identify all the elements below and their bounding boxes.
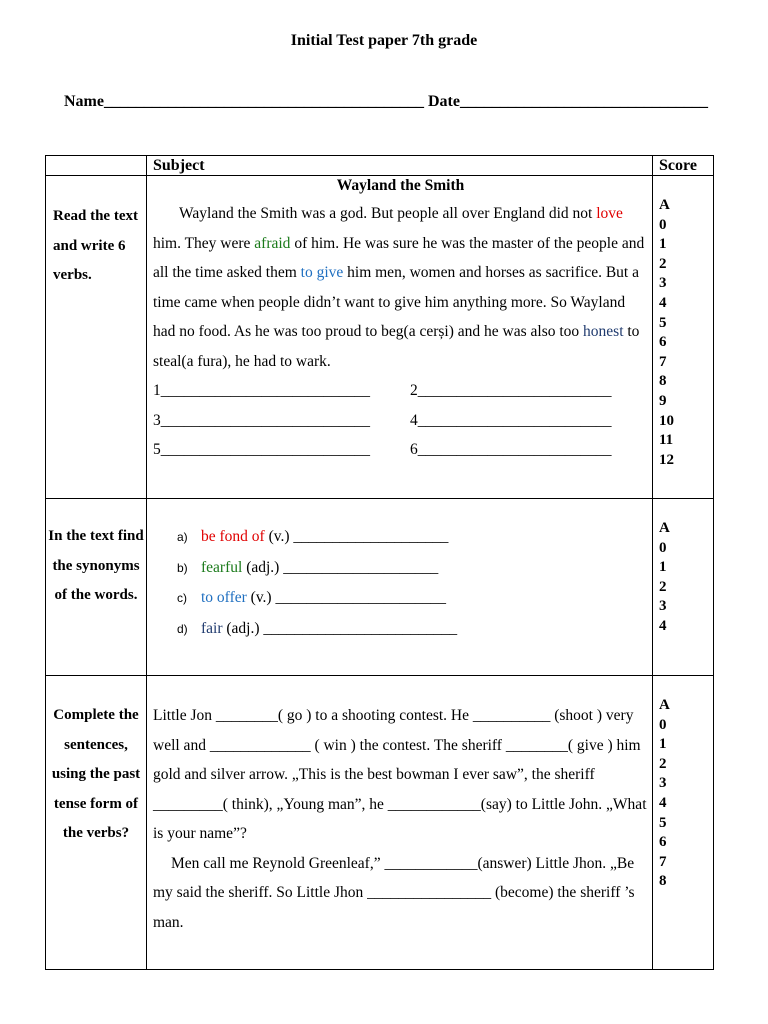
synonym-word: fair bbox=[201, 619, 223, 637]
score-value: 1 bbox=[659, 236, 667, 253]
score-value: 6 bbox=[659, 334, 667, 351]
paragraph-1: Little Jon ________( go ) to a shooting contest. He __________ (shoot ) very well and _____________ ( win ) the contest. The sheriff ________( give ) him gold and silver arrow. „This is the best bowman I ever saw”, the sheriff _________( think), „Young man”, he ____________(say) to Little John. „What is your name”? bbox=[153, 707, 647, 842]
synonym-item bbox=[177, 614, 648, 645]
synonym-word: to offer bbox=[201, 589, 247, 606]
score-value: 1 bbox=[659, 736, 667, 753]
score-value: 3 bbox=[659, 775, 667, 792]
score-value: 4 bbox=[659, 294, 667, 311]
score-value: 3 bbox=[659, 598, 667, 615]
synonym-list bbox=[153, 522, 648, 644]
item-letter: a) bbox=[177, 530, 188, 544]
highlighted-word: to give bbox=[300, 264, 344, 281]
score-value: 10 bbox=[659, 412, 674, 429]
score-value: A bbox=[659, 520, 670, 536]
item-letter: c) bbox=[177, 591, 187, 605]
synonym-word: fearful bbox=[201, 558, 243, 576]
score-value: 3 bbox=[659, 275, 667, 292]
score-value: 12 bbox=[659, 451, 674, 468]
section-3-score bbox=[653, 676, 714, 970]
verb-blank-3[interactable]: 3___________________________ bbox=[153, 411, 370, 429]
passage-segment: of him. He was sure he was the master of the people and all the time asked them bbox=[153, 234, 645, 281]
verb-blank-1[interactable]: 1___________________________ bbox=[153, 382, 370, 399]
paragraph-2-text: Men call me Reynold Greenleaf,” ____________(answer) Little Jhon. „Be my said the sheriff. So Little Jhon ________________ (become) the sheriff ’s man. bbox=[153, 854, 635, 931]
synonym-word: be fond of bbox=[201, 528, 265, 545]
subject-header: Subject bbox=[147, 156, 653, 176]
score-value: 9 bbox=[659, 392, 667, 409]
synonym-blank[interactable]: (adj.) _________________________ bbox=[222, 619, 458, 637]
score-header: Score bbox=[653, 156, 714, 176]
highlighted-word: honest bbox=[583, 323, 624, 340]
score-value: A bbox=[659, 697, 670, 713]
paragraph-2 bbox=[153, 849, 648, 938]
score-value: 7 bbox=[659, 353, 667, 370]
score-value: 2 bbox=[659, 255, 667, 272]
header-row bbox=[46, 156, 714, 176]
highlighted-word: love bbox=[596, 205, 623, 222]
score-value: 8 bbox=[659, 373, 667, 390]
section-3-content bbox=[147, 676, 653, 970]
highlighted-word: afraid bbox=[254, 234, 291, 252]
synonym-blank[interactable]: (adj.) ____________________ bbox=[242, 558, 439, 576]
verb-blank-4[interactable]: 4_________________________ bbox=[410, 411, 612, 429]
score-value: 11 bbox=[659, 432, 674, 449]
passage-segment: him men, women and horses as sacrifice. But a time came when people didn’t want to give him anything more. So Wayland had no food. As he was too proud to beg(a cerși) and he was also too bbox=[153, 264, 639, 340]
section-2-instruction: In the text find the synonyms of the words. bbox=[46, 499, 147, 676]
section-2-content bbox=[147, 499, 653, 676]
page-title: Initial Test paper 7th grade bbox=[290, 32, 478, 49]
item-letter: d) bbox=[177, 621, 188, 636]
header-empty-cell bbox=[46, 156, 147, 176]
score-value: 6 bbox=[659, 834, 667, 851]
score-value: 5 bbox=[659, 314, 667, 331]
synonym-blank[interactable]: (v.) ____________________ bbox=[264, 528, 449, 545]
verb-blank-6[interactable]: 6_________________________ bbox=[410, 441, 612, 458]
score-value: 0 bbox=[659, 716, 667, 733]
synonym-item bbox=[177, 553, 648, 584]
passage-text bbox=[153, 199, 648, 376]
section-2-score bbox=[653, 499, 714, 676]
score-value: 0 bbox=[659, 539, 667, 556]
passage-segment: to steal(a fura), he had to wark. bbox=[153, 323, 640, 370]
name-date-line: Name________________________________________ Date_______________________________ bbox=[64, 93, 708, 110]
synonym-item bbox=[177, 583, 648, 614]
score-value: 4 bbox=[659, 617, 667, 634]
section-3-row bbox=[46, 676, 714, 970]
score-value: 0 bbox=[659, 216, 667, 233]
section-1-score bbox=[653, 176, 714, 499]
passage-segment: Wayland the Smith was a god. But people all over England did not bbox=[179, 205, 597, 222]
score-value: 5 bbox=[659, 814, 667, 831]
test-table bbox=[45, 155, 714, 970]
score-value: 8 bbox=[659, 873, 667, 890]
section-3-instruction: Complete the sentences, using the past tense form of the verbs? bbox=[46, 676, 147, 970]
verb-blank-2[interactable]: 2_________________________ bbox=[410, 382, 612, 399]
score-value: 2 bbox=[659, 578, 667, 595]
score-value: A bbox=[659, 197, 670, 213]
verb-blanks bbox=[153, 376, 648, 465]
passage-title: Wayland the Smith bbox=[336, 177, 465, 194]
score-value: 4 bbox=[659, 794, 667, 811]
synonym-item bbox=[177, 522, 648, 553]
verb-blank-5[interactable]: 5___________________________ bbox=[153, 441, 370, 458]
section-2-row bbox=[46, 499, 714, 676]
passage-segment: him. They were bbox=[153, 234, 255, 252]
score-value: 2 bbox=[659, 755, 667, 772]
section-1-row bbox=[46, 176, 714, 499]
synonym-blank[interactable]: (v.) ______________________ bbox=[246, 589, 446, 606]
item-letter: b) bbox=[177, 560, 188, 575]
section-1-content bbox=[147, 176, 653, 499]
score-value: 7 bbox=[659, 853, 667, 870]
score-value: 1 bbox=[659, 559, 667, 576]
section-1-instruction: Read the text and write 6 verbs. bbox=[46, 176, 147, 499]
